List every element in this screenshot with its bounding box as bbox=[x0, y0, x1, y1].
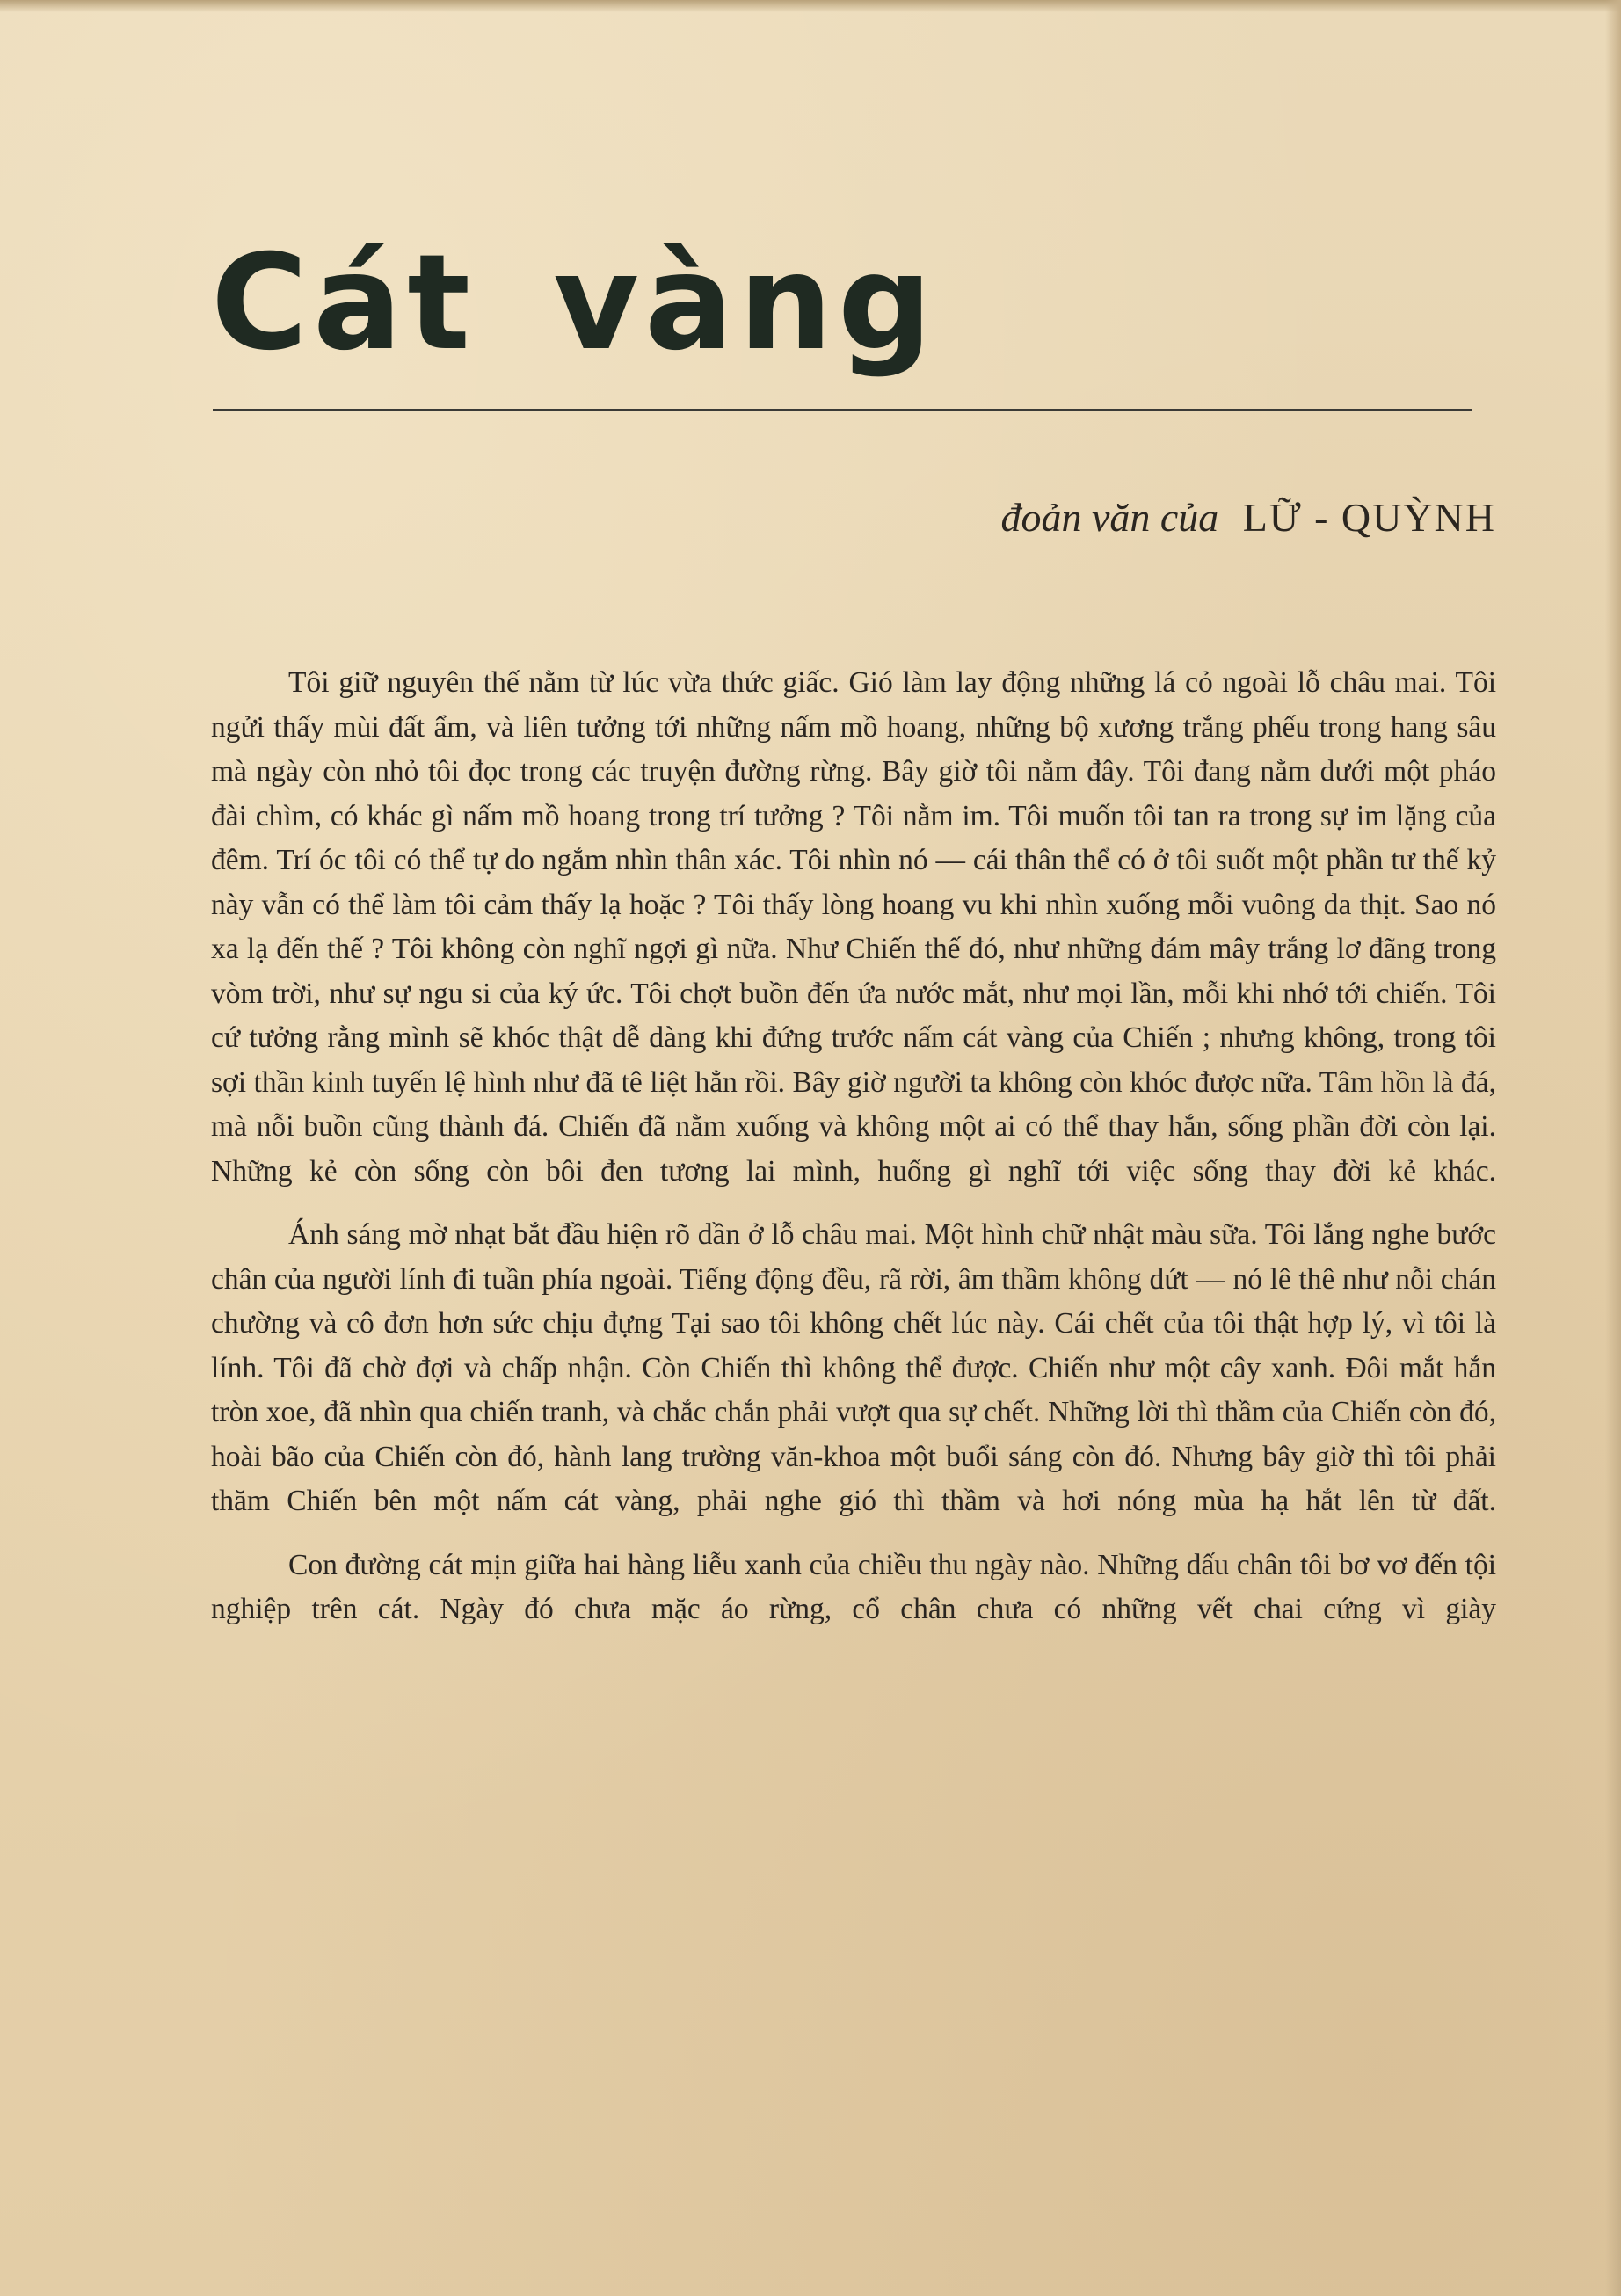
paper-top-edge bbox=[0, 0, 1621, 12]
paper-right-edge bbox=[1605, 0, 1621, 2296]
paragraph-2: Ánh sáng mờ nhạt bắt đầu hiện rõ dần ở lỗ châu mai. Một hình chữ nhật màu sữa. Tôi lắng nghe bước chân của người lính đi tuần phía ngoài. Tiếng động đều, rã rời, âm thầm không dứt — nó lê thê như nỗi chán chường và cô đơn hơn sức chịu đựng Tại sao tôi không chết lúc này. Cái chết của tôi thật hợp lý, vì tôi là lính. Tôi đã chờ đợi và chấp nhận. Còn Chiến thì không thể được. Chiến như một cây xanh. Đôi mắt hắn tròn xoe, đã nhìn qua chiến tranh, và chắc chắn phải vượt qua sự chết. Những lời thì thầm của Chiến còn đó, hoài bão của Chiến còn đó, hành lang trường văn-khoa một buổi sáng còn đó. Nhưng bây giờ thì tôi phải thăm Chiến bên một nấm cát vàng, phải nghe gió thì thầm và hơi nóng mùa hạ hắt lên từ đất. bbox=[211, 1218, 1496, 1517]
article-body bbox=[211, 661, 1496, 1652]
paragraph-3: Con đường cát mịn giữa hai hàng liễu xanh của chiều thu ngày nào. Những dấu chân tôi bơ vơ đến tội nghiệp trên cát. Ngày đó chưa mặc áo rừng, cổ chân chưa có những vết chai cứng vì giày bbox=[211, 1548, 1496, 1625]
article-title: Cát vàng bbox=[211, 227, 938, 380]
author-name: LỮ - QUỲNH bbox=[1242, 495, 1496, 540]
title-divider bbox=[213, 409, 1472, 411]
byline bbox=[1000, 494, 1496, 541]
paragraph-1: Tôi giữ nguyên thế nằm từ lúc vừa thức giấc. Gió làm lay động những lá cỏ ngoài lỗ châu mai. Tôi ngửi thấy mùi đất ẩm, và liên tưởng tới những nấm mồ hoang, những bộ xương trắng phếu trong hang sâu mà ngày còn nhỏ tôi đọc trong các truyện đường rừng. Bây giờ tôi nằm đây. Tôi đang nằm dưới một pháo đài chìm, có khác gì nấm mồ hoang trong trí tưởng ? Tôi nằm im. Tôi muốn tôi tan ra trong sự im lặng của đêm. Trí óc tôi có thể tự do ngắm nhìn thân xác. Tôi nhìn nó — cái thân thể có ở tôi suốt một phần tư thế kỷ này vẫn có thể làm tôi cảm thấy lạ hoặc ? Tôi thấy lòng hoang vu khi nhìn xuống mỗi vuông da thịt. Sao nó xa lạ đến thế ? Tôi không còn nghĩ ngợi gì nữa. Như Chiến thế đó, như những đám mây trắng lơ đãng trong vòm trời, như sự ngu si của ký ức. Tôi chợt buồn đến ứa nước mắt, như mọi lần, mỗi khi nhớ tới chiến. Tôi cứ tưởng rằng mình sẽ khóc thật dễ dàng khi đứng trước nấm cát vàng của Chiến ; nhưng không, trong tôi sợi thần kinh tuyến lệ hình như đã tê liệt hẳn rồi. Bây giờ người ta không còn khóc được nữa. Tâm hồn là đá, mà nỗi buồn cũng thành đá. Chiến đã nằm xuống và không một ai có thể thay hắn, sống phần đời còn lại. Những kẻ còn sống còn bôi đen tương lai mình, huống gì nghĩ tới việc sống thay đời kẻ khác. bbox=[211, 666, 1496, 1188]
byline-intro: đoản văn của bbox=[1000, 495, 1219, 540]
